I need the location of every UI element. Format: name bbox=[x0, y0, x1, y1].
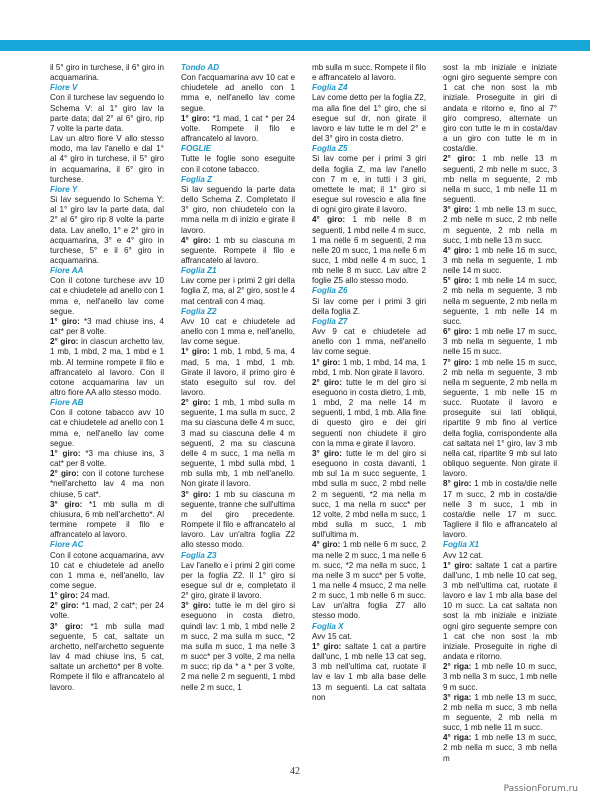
paragraph bbox=[50, 469, 164, 499]
paragraph bbox=[443, 693, 557, 734]
paragraph bbox=[181, 154, 295, 174]
round-label: 2° giro: bbox=[312, 377, 342, 387]
round-label: 2° giro: bbox=[181, 398, 211, 408]
section-heading: Fiore Y bbox=[50, 184, 78, 194]
paragraph-text: 1 mb nelle 8 m seguenti, 1 mbd nelle 4 m succ, 1 ma nelle 6 m seguenti, 2 ma nelle 20 m succ, 1 ma nelle 6 m succ, 1 mbd nelle 4 m succ, 1 mb nelle 8 m succ. Lav altre 2 foglie Z5 allo stesso modo. bbox=[312, 215, 426, 286]
round-label: 1° giro: bbox=[50, 448, 81, 458]
round-label: 1° giro: bbox=[181, 347, 210, 357]
paragraph-text: 1 mb su ciascuna m seguente, tranne che sull'ultima m del giro precedente. Rompete il filo e affrancatelo al lavoro. Lav un'altra foglia Z2 allo stesso modo. bbox=[181, 489, 295, 550]
paragraph-text: Lav l'anello e i primi 2 giri come per la foglia Z2. Il 1° giro si esegue sul dr e, completato il 2° giro, girate il lavoro. bbox=[181, 560, 295, 601]
round-label: 8° giro: bbox=[443, 479, 472, 489]
paragraph bbox=[312, 154, 426, 215]
paragraph-text: tutte le m del giro si eseguono in costa dietro, quindi lav: 1 mb, 1 mbd nelle 2 m succ, 2 ma sulla m succ, *2 ma sulla m succ, 1 ma nelle 3 m succ* per 3 volte, 2 ma nella m succ; rip da * a * per 3 volte, 2 ma nelle 2 m seguenti, 1 mbd nelle 2 m succ, 1 bbox=[181, 601, 295, 692]
paragraph-text: 1 mb nelle 15 m succ, 2 mb nella m seguente, 3 mb nella m seguente, 2 mb nella m seguente, 1 mb nelle 15 m succ. Ruotate il lavoro e proseguite sui lati obliqui, ripartite 9 mb fino al vertice della foglia, corrispondente alla cat saltata nel 1° giro, lav 3 mb nella cat, ripartite 9 mb sul lato obliquo seguente. Non girate il lavoro. bbox=[443, 357, 558, 479]
paragraph bbox=[50, 134, 164, 185]
header-color-band bbox=[0, 40, 590, 51]
section-heading: Foglia Z2 bbox=[181, 306, 217, 316]
paragraph bbox=[181, 114, 295, 144]
paragraph-text: 1 mb, 1 mbd, 14 ma, 1 mbd, 1 mb. Non girate il lavoro. bbox=[312, 357, 427, 377]
paragraph bbox=[443, 551, 557, 561]
round-label: 1° giro: bbox=[181, 113, 210, 123]
paragraph-text: Con il cotone tabacco avv 10 cat e chiudetele ad anello con 1 mma e, nell'anello lav come segue. bbox=[50, 408, 164, 448]
page-number: 42 bbox=[290, 766, 300, 777]
paragraph-text: 24 mad. bbox=[77, 591, 110, 601]
paragraph bbox=[181, 236, 295, 266]
paragraph bbox=[181, 185, 295, 236]
paragraph-text: 1 mb nelle 13 m seguenti, 2 mb nelle m succ, 3 mb nella m seguente, 2 mb nella m succ, 1 mb nelle 11 m seguenti. bbox=[443, 154, 558, 205]
paragraph bbox=[443, 479, 557, 540]
section-heading: Foglia X1 bbox=[443, 540, 479, 550]
paragraph-text: saltate 1 cat a partire dall'unc, 1 mb nelle 10 cat seg, 3 mb nell'ultima cat, ruotate il lavoro e lav 1 mb alla base del 10 m succ. La cat saltata non sost la mb iniziale e iniziate ogni giro seguente sempre con 1 cat che non sost la mb iniziale. Proseguite in righe di andata e ritorno. bbox=[443, 560, 557, 662]
paragraph bbox=[181, 398, 295, 489]
paragraph bbox=[50, 317, 164, 337]
round-label: 4° giro: bbox=[312, 540, 341, 550]
paragraph bbox=[181, 490, 295, 551]
paragraph-text: Si lav seguendo lo Schema Y: al 1° giro lav la parte data, dal 2° al 6° giro rip 8 volte la parte data. Lav anello, 1° e 2° giro in acquamarina, 3° e 4° giro in turchese, 5° e il 6° giro in acquamarina. bbox=[50, 195, 164, 265]
paragraph-text: Con il cotone acquamarina, avv 10 cat e chiudetele ad anello con 1 mma e, nell'anello, lav come segue. bbox=[50, 550, 164, 590]
paragraph bbox=[443, 733, 557, 763]
paragraph bbox=[443, 205, 557, 246]
paragraph-text: in ciascun archetto lav, 1 mb, 1 mbd, 2 ma, 1 mbd e 1 mb. Al termine rompete il filo e affrancatelo al lavoro. Con il cotone acquamarina lav un altro fiore AA allo stesso modo. bbox=[50, 337, 165, 397]
paragraph-text: Avv 9 cat e chiudetele ad anello con 1 mma, nell'anello lav come segue. bbox=[312, 327, 426, 357]
round-label: 4° riga: bbox=[443, 733, 472, 743]
paragraph bbox=[181, 347, 295, 398]
paragraph bbox=[50, 337, 164, 398]
paragraph bbox=[50, 408, 164, 449]
paragraph bbox=[443, 358, 557, 480]
section-heading: Tondo AD bbox=[181, 63, 220, 72]
paragraph-text: 1 mb, 1 mbd sulla m seguente, 1 ma sulla m succ, 2 ma su ciascuna delle 4 m succ, 3 mad su ciascuna delle 4 m seguenti, 2 ma su ciascuna delle 4 m succ, 1 ma nella m seguente, 1 mbd sulla mbd, 1 mb sulla mb, 1 mb nell'anello. Non girate il lavoro. bbox=[181, 398, 295, 489]
paragraph-text: *1 mb sulla mad seguente, 5 cat, saltate un archetto, nell'archetto seguente lav 4 mad chiuse ins, 5 cat, saltate un archetto* per 8 volte. Rompete il filo e affrancatelo al lavoro. bbox=[50, 621, 165, 692]
paragraph-text: Con il turchese lav seguendo lo Schema V: al 1° giro lav la parte data; dal 2° al 6° giro, rip 7 volte la parte data. bbox=[50, 93, 164, 133]
paragraph bbox=[312, 358, 426, 378]
paragraph-text: 1 mb nelle 14 m succ, 2 mb nella m seguente, 3 mb nella m seguente, 2 mb nella m seguente, 1 mb nelle 14 m succ. bbox=[443, 276, 558, 326]
paragraph-text: Avv 10 cat e chiudetele ad anello con 1 mma e, nell'anello, lav come segue. bbox=[181, 316, 295, 347]
paragraph-text: Lav come detto per la foglia Z2, ma alla fine del 1° giro, che si esegue sul dr, non girate il lavoro e lav tutte le m del 2° e del 3° giro in costa dietro. bbox=[312, 93, 426, 144]
paragraph-text: Si lav seguendo la parte data dello Schema Z. Completato il 3° giro, non chiudetelo con la mma nella m di inizio e girate il lavoro. bbox=[181, 184, 295, 235]
paragraph bbox=[181, 317, 295, 347]
paragraph-text: sost la mb iniziale e iniziate ogni giro seguente sempre con 1 cat che non sost la mb iniziale. Proseguite in giri di andata e ritorno e, fino al 7° giro compreso, alternate un giro con tutte le m in costa/dav a un giro con tutte le m in costa/die. bbox=[443, 63, 557, 154]
paragraph bbox=[181, 561, 295, 602]
section-heading: Foglia Z3 bbox=[181, 550, 217, 560]
paragraph bbox=[50, 63, 164, 83]
section-heading: Fiore AB bbox=[50, 398, 84, 408]
section-heading: Foglia Z1 bbox=[181, 266, 217, 276]
section-heading: Foglia X bbox=[312, 621, 344, 631]
round-label: 2° giro: bbox=[50, 469, 79, 479]
paragraph-text: saltate 1 cat a partire dall'unc, 1 mb nelle 13 cat seg, 3 mb nell'ultima cat, ruotate il lav e lav 1 mb alla base delle 13 m seguenti. La cat saltata non bbox=[312, 641, 426, 702]
paragraph-text: con il cotone turchese *nell'archetto lav 4 ma non chiuse, 5 cat*. bbox=[50, 469, 164, 499]
paragraph bbox=[443, 662, 557, 692]
round-label: 2° riga: bbox=[443, 662, 472, 672]
paragraph-text: 1 mb nelle 17 m succ, 3 mb nella m seguente, 1 mb nelle 15 m succ. bbox=[443, 327, 558, 357]
paragraph-text: Si lav come per i primi 3 giri della foglia Z. bbox=[312, 296, 426, 316]
paragraph bbox=[312, 93, 426, 144]
paragraph bbox=[443, 276, 557, 327]
site-watermark: PassionForum.ru bbox=[503, 784, 578, 794]
section-heading: Foglia Z bbox=[181, 174, 213, 184]
paragraph-text: 1 mb nelle 6 m succ, 2 ma nelle 2 m succ, 1 ma nelle 6 m. succ, *2 ma nella m succ, 1 ma nelle 3 m succ* per 5 volte, 1 ma nelle 4 msucc, 2 ma nelle 2 m succ, 1 mb nelle 6 m succ. Lav un'altra foglia Z7 allo stesso modo. bbox=[312, 540, 426, 621]
round-label: 1° giro: bbox=[50, 591, 78, 601]
paragraph bbox=[50, 195, 164, 266]
paragraph bbox=[50, 601, 164, 621]
round-label: 1° giro: bbox=[312, 641, 342, 651]
paragraph-text: tutte le m del giro si eseguono in costa davanti, 1 mb sul 1a m succ seguente, 1 mbd sulla m succ, 2 mbd nelle 2 m seguenti, *2 ma nella m succ, 1 ma nella m succ* per 12 volte, 2 mbd nella m succ, 1 mbd sulla m succ, 1 mb sull'ultima m. bbox=[312, 448, 426, 540]
round-label: 4° giro: bbox=[312, 215, 346, 225]
paragraph bbox=[312, 540, 426, 621]
paragraph bbox=[50, 500, 164, 541]
paragraph-text: mb sulla m succ. Rompete il filo e affrancatelo al lavoro. bbox=[312, 63, 426, 83]
section-heading: FOGLIE bbox=[181, 144, 212, 154]
round-label: 7° giro: bbox=[443, 357, 472, 367]
section-heading: Fiore V bbox=[50, 83, 78, 93]
paragraph bbox=[181, 73, 295, 114]
paragraph bbox=[312, 642, 426, 703]
paragraph bbox=[50, 93, 164, 134]
round-label: 2° giro: bbox=[50, 601, 79, 611]
text-column-1 bbox=[50, 63, 164, 693]
paragraph bbox=[443, 154, 557, 205]
round-label: 4° giro: bbox=[181, 235, 211, 245]
paragraph-text: il 5° giro in turchese, il 6° giro in acquamarina. bbox=[50, 63, 164, 83]
paragraph-text: Tutte le foglie sono eseguite con il cotone tabacco. bbox=[181, 154, 295, 174]
paragraph-text: Avv 12 cat. bbox=[443, 550, 483, 560]
paragraph-text: Lav come per i primi 2 giri della foglia Z, ma, al 2° giro, sost le 4 mat centrali con 4 maq. bbox=[181, 276, 295, 306]
paragraph-text: 1 mb nelle 16 m succ, 3 mb nella m seguente, 1 mb nelle 14 m succ. bbox=[443, 245, 558, 276]
paragraph-text: 1 mb su ciascuna m seguente. Rompete il filo e affrancatelo al lavoro. bbox=[181, 235, 295, 265]
round-label: 1° giro: bbox=[443, 560, 473, 570]
paragraph-text: Si lav come per i primi 3 giri della foglia Z, ma lav l'anello con 7 m e, in tutti i 3 giri, omettete le mat; il 1° giro si esegue sul rovescio e alla fine di ogni giro girate il lavoro. bbox=[312, 154, 426, 215]
round-label: 6° giro: bbox=[443, 327, 472, 337]
paragraph bbox=[443, 63, 557, 154]
paragraph-text: *1 mb sulla m di chiusura, 6 mb nell'archetto*. Al termine rompete il filo e affrancatelo al lavoro. bbox=[50, 499, 165, 540]
round-label: 3° giro: bbox=[50, 499, 83, 509]
text-column-4 bbox=[443, 63, 557, 764]
paragraph-text: *3 ma chiuse ins, 3 cat* per 8 volte. bbox=[50, 448, 165, 469]
round-label: 1° giro: bbox=[50, 316, 80, 326]
round-label: 2° giro: bbox=[50, 337, 79, 347]
section-heading: Foglia Z5 bbox=[312, 144, 348, 154]
paragraph bbox=[443, 327, 557, 357]
paragraph-text: Con il cotone turchese avv 10 cat e chiudetele ad anello con 1 mma e, nell'anello lav come segue. bbox=[50, 276, 164, 316]
round-label: 3° giro: bbox=[181, 601, 211, 611]
paragraph bbox=[312, 297, 426, 317]
paragraph-text: 1 mb nelle 13 m succ, 2 mb nella m succ, 3 mb nella m bbox=[443, 733, 557, 763]
paragraph-text: *3 mad chiuse ins, 4 cat* per 8 volte. bbox=[50, 316, 165, 337]
paragraph bbox=[312, 449, 426, 540]
round-label: 5° giro: bbox=[443, 276, 472, 286]
paragraph bbox=[312, 327, 426, 357]
paragraph-text: 1 mb, 1 mbd, 5 ma, 4 mad, 5 ma, 1 mbd, 1 mb. Girate il lavoro, il primo giro è stato eseguito sul rov. del lavoro. bbox=[181, 347, 295, 397]
round-label: 3° giro: bbox=[443, 205, 472, 215]
round-label: 1° giro: bbox=[312, 357, 341, 367]
paragraph bbox=[50, 622, 164, 693]
paragraph-text: Avv 15 cat. bbox=[312, 631, 352, 641]
round-label: 3° giro: bbox=[50, 621, 84, 631]
paragraph-text: Lav un altro fiore V allo stesso modo, ma lav l'anello e dal 1° al 4° giro in turchese, il 5° giro in acquamarina, il 6° giro in turchese. bbox=[50, 134, 164, 184]
section-heading: Foglia Z7 bbox=[312, 316, 348, 326]
paragraph-text: 1 mb in costa/die nelle 17 m succ, 2 mb in costa/die nelle 3 m succ, 1 mb in costa/die nelle 17 m succ. Tagliere il filo e affrancatelo al lavoro. bbox=[443, 479, 557, 540]
paragraph-text: 1 mb nelle 13 m succ, 2 mb nella m succ, 3 mb nella m seguente, 2 mb nella m succ, 1 mb nelle 11 m succ. bbox=[443, 692, 557, 733]
paragraph bbox=[181, 601, 295, 692]
paragraph bbox=[50, 276, 164, 317]
paragraph bbox=[443, 246, 557, 276]
paragraph-text: tutte le m del giro si eseguono in costa dietro, 1 mb, 1 mbd, 2 ma nelle 14 m seguenti, 1 mbd, 1 mb. Alla fine di questo giro e dei giri seguenti non chiudete il giro con la mma e girate il lavoro. bbox=[312, 377, 426, 448]
section-heading: Fiore AA bbox=[50, 266, 84, 276]
section-heading: Fiore AC bbox=[50, 540, 84, 550]
paragraph bbox=[50, 551, 164, 592]
paragraph bbox=[312, 378, 426, 449]
paragraph bbox=[181, 276, 295, 306]
round-label: 3° giro: bbox=[181, 489, 211, 499]
section-heading: Foglia Z4 bbox=[312, 83, 348, 93]
text-column-3 bbox=[312, 63, 426, 703]
round-label: 4° giro: bbox=[443, 245, 472, 255]
paragraph bbox=[312, 215, 426, 286]
paragraph bbox=[312, 632, 426, 642]
round-label: 3° riga: bbox=[443, 692, 472, 702]
round-label: 3° giro: bbox=[312, 448, 342, 458]
paragraph-text: *1 mad, 1 cat * per 24 volte. Rompete il filo e affrancatelo al lavoro. bbox=[181, 113, 295, 144]
paragraph bbox=[443, 561, 557, 663]
paragraph bbox=[50, 449, 164, 469]
paragraph-text: *1 mad, 2 cat*; per 24 volte. bbox=[50, 601, 165, 621]
paragraph-text: 1 mb nelle 13 m succ, 2 mb nelle m succ, 2 mb nelle m seguente, 2 mb nella m succ, 1 mb nelle 13 m succ. bbox=[443, 205, 558, 245]
round-label: 2° giro: bbox=[443, 154, 476, 164]
paragraph bbox=[50, 591, 164, 601]
paragraph-text: Con l'acquamarina avv 10 cat e chiudetele ad anello con 1 mma e, nell'anello lav come segue. bbox=[181, 73, 295, 113]
text-column-2 bbox=[181, 63, 295, 693]
paragraph bbox=[312, 63, 426, 83]
paragraph-text: 1 mb nelle 10 m succ, 3 mb nella 3 m succ, 1 mb nelle 9 m succ. bbox=[443, 662, 557, 692]
section-heading: Foglia Z6 bbox=[312, 286, 348, 296]
